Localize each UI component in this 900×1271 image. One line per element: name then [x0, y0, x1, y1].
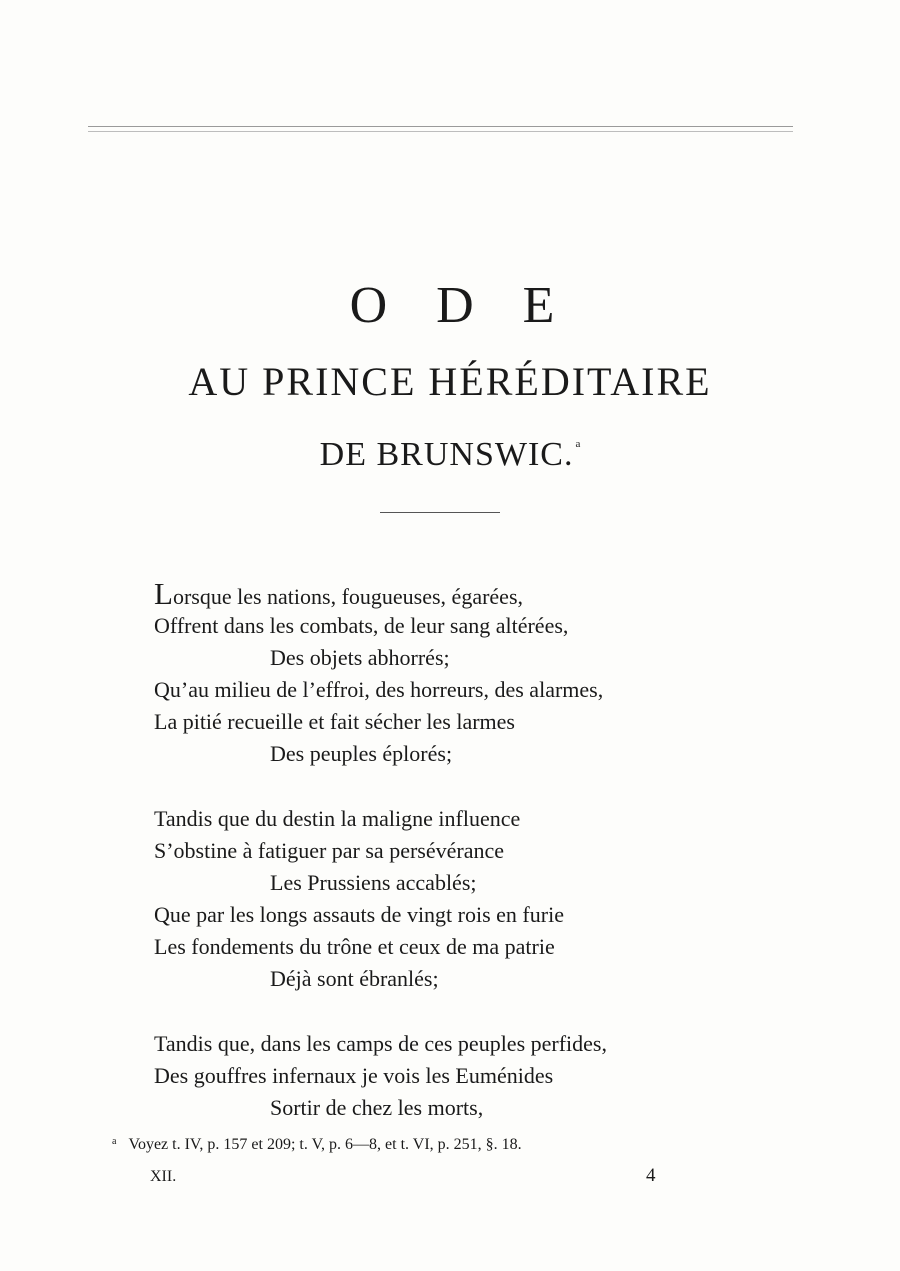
poem-line: Tandis que, dans les camps de ces peuples perfides, — [154, 1031, 607, 1056]
poem — [154, 578, 794, 1124]
title-ode: O D E — [349, 277, 573, 334]
poem-line: Des objets abhorrés; — [270, 645, 450, 670]
title-divider — [380, 512, 500, 513]
title-brunswic-text: DE BRUNSWIC. — [319, 436, 574, 473]
footnote — [112, 1136, 522, 1154]
title-block — [0, 278, 900, 475]
title-note-mark: a — [575, 438, 581, 450]
initial-letter: L — [154, 576, 173, 611]
poem-line: Qu’au milieu de l’effroi, des horreurs, des alarmes, — [154, 677, 604, 702]
poem-line: Que par les longs assauts de vingt rois en furie — [154, 902, 564, 927]
footnote-text: Voyez t. IV, p. 157 et 209; t. V, p. 6—8, et t. VI, p. 251, §. 18. — [128, 1136, 522, 1153]
poem-line: Des peuples éplorés; — [270, 741, 453, 766]
poem-line: Déjà sont ébranlés; — [270, 966, 439, 991]
poem-line: Les Prussiens accablés; — [270, 870, 477, 895]
header-rule-secondary — [88, 131, 793, 132]
stanza-gap — [154, 770, 794, 803]
poem-line: La pitié recueille et fait sécher les larmes — [154, 709, 515, 734]
signature-mark: XII. — [150, 1168, 177, 1185]
poem-line: Tandis que du destin la maligne influence — [154, 806, 521, 831]
poem-line: Des gouffres infernaux je vois les Euménides — [154, 1063, 554, 1088]
poem-line: Offrent dans les combats, de leur sang altérées, — [154, 613, 569, 638]
poem-line: Sortir de chez les morts, — [270, 1095, 484, 1120]
header-rule — [88, 126, 793, 127]
title-brunswic — [0, 424, 900, 475]
poem-line: Les fondements du trône et ceux de ma patrie — [154, 934, 555, 959]
poem-line: Lorsque les nations, fougueuses, égarées, — [154, 576, 524, 611]
title-prince: AU PRINCE HÉRÉDITAIRE — [188, 359, 712, 404]
stanza-gap — [154, 995, 794, 1028]
poem-line: S’obstine à fatiguer par sa persévérance — [154, 838, 505, 863]
footnote-mark: a — [112, 1136, 117, 1147]
page-number: 4 — [646, 1165, 656, 1186]
